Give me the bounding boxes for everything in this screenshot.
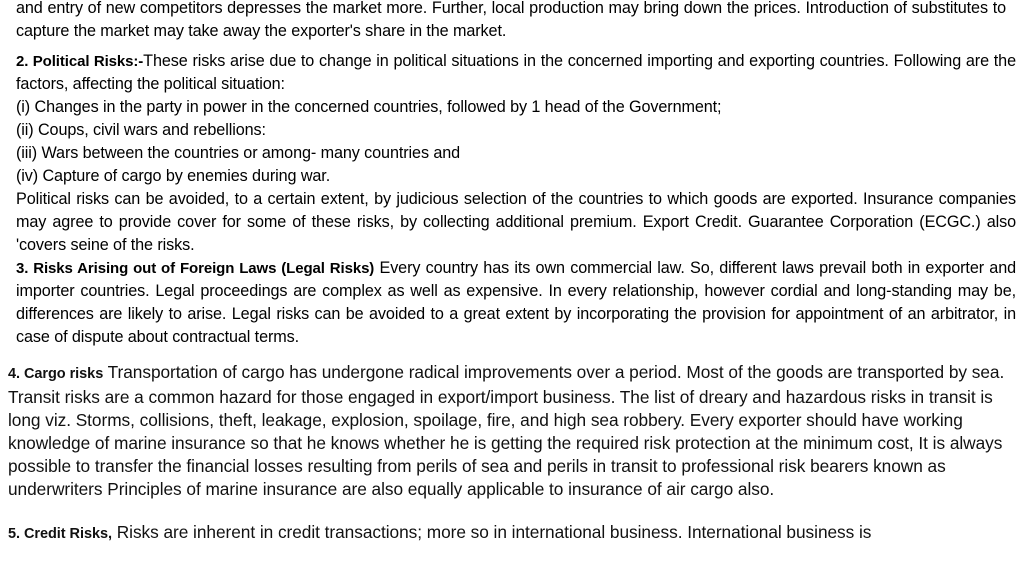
political-factor-1: (i) Changes in the party in power in the concerned countries, followed by 1 head of the Government; bbox=[16, 98, 722, 116]
legal-risks-heading: 3. Risks Arising out of Foreign Laws (Legal Risks) bbox=[16, 260, 375, 277]
political-risks-lead: These risks arise due to change in political situations in the concerned importing and exporting countries. Following are the factors, affecting the political situation: bbox=[16, 52, 1016, 93]
credit-risks-section bbox=[8, 521, 1018, 546]
political-risks-heading: 2. Political Risks:- bbox=[16, 53, 144, 70]
credit-risks-text: Risks are inherent in credit transactions; more so in international business. International business is bbox=[111, 522, 872, 542]
political-factor-2: (ii) Coups, civil wars and rebellions: bbox=[16, 121, 266, 139]
cargo-risks-heading: 4. Cargo risks bbox=[8, 366, 104, 382]
cargo-risks-text: Transportation of cargo has undergone radical improvements over a period. Most of the goods are transported by sea. Transit risks are a common hazard for those engaged in export/import business. The list of dreary and hazardous risks in transit is long viz. Storms, collisions, theft, leakage, explosion, spoilage, fire, and high sea robbery. Every exporter should have working knowledge of marine insurance so that he knows whether he is getting the required risk protection at the minimum cost, It is always possible to transfer the financial losses resulting from perils of sea and perils in transit to professional risk bearers known as underwriters Principles of marine insurance are also equally applicable to insurance of air cargo also. bbox=[8, 362, 1005, 499]
cargo-risks-section bbox=[8, 361, 1018, 501]
intro-paragraph bbox=[16, 0, 1006, 43]
political-risks-section bbox=[16, 50, 1016, 257]
political-risks-closing: Political risks can be avoided, to a certain extent, by judicious selection of the countries to which goods are exported. Insurance companies may agree to provide cover for some of these risks, by collecting additional premium. Export Credit. Guarantee Corporation (ECGC.) also 'covers seine of the risks. bbox=[16, 190, 1016, 254]
credit-risks-heading: 5. Credit Risks, bbox=[8, 526, 112, 542]
legal-risks-section bbox=[16, 257, 1016, 349]
political-factor-3: (iii) Wars between the countries or among- many countries and bbox=[16, 144, 461, 162]
legal-risks-text: Every country has its own commercial law. So, different laws prevail both in exporter and importer countries. Legal proceedings are complex as well as expensive. In every relationship, however cordial and long-standing may be, differences are likely to arise. Legal risks can be avoided to a great extent by incorporating the provision for appointment of an arbitrator, in case of dispute about contractual terms. bbox=[16, 259, 1016, 346]
political-factor-4: (iv) Capture of cargo by enemies during war. bbox=[16, 167, 331, 185]
intro-text: and entry of new competitors depresses the market more. Further, local production may bring down the prices. Introduction of substitutes to capture the market may take away the exporter's share in the market. bbox=[16, 0, 1006, 40]
